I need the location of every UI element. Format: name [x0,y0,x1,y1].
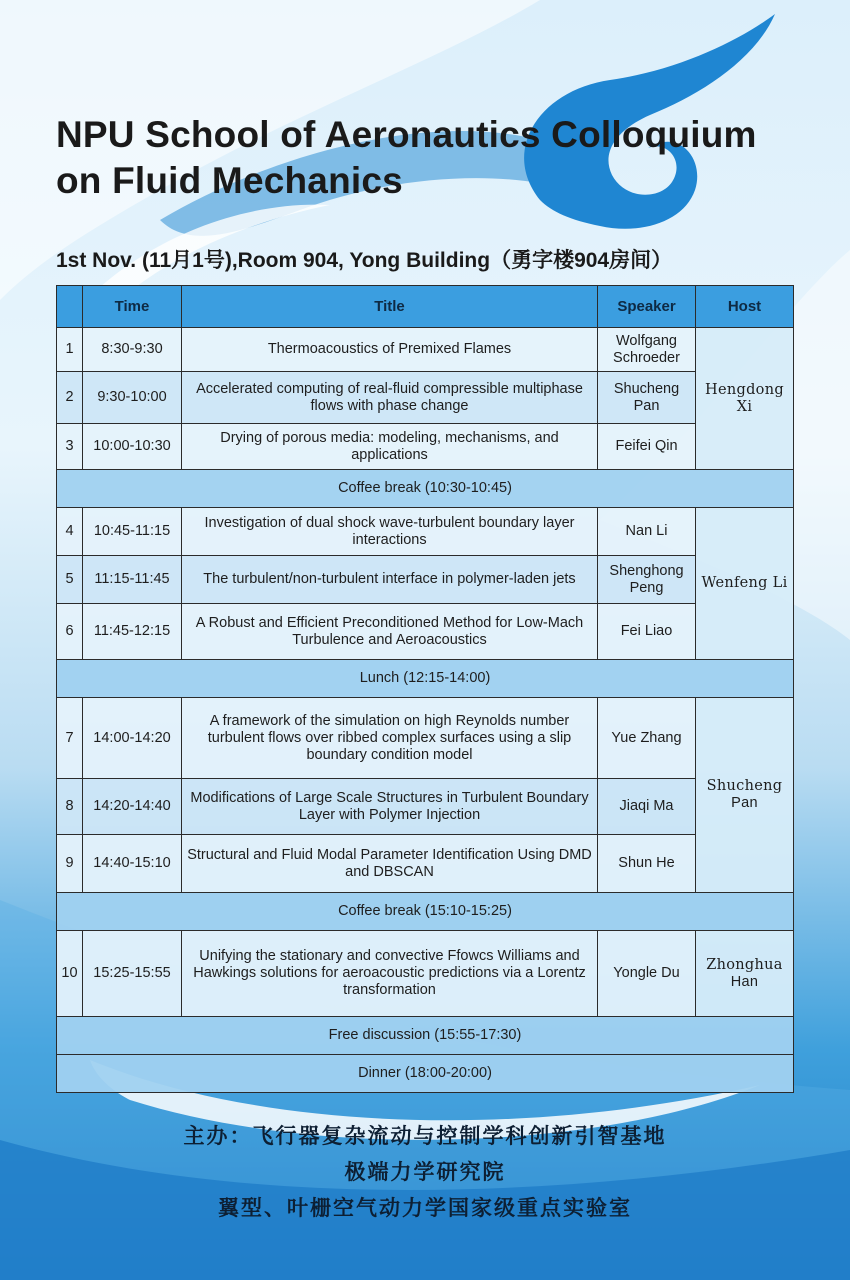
talk-title: Thermoacoustics of Premixed Flames [182,328,598,372]
poster-title [56,112,757,204]
talk-title: Unifying the stationary and convective Ffowcs Williams and Hawkings solutions for aeroacoustic predictions via a Lorentz transformation [182,931,598,1017]
session-host: Hengdong Xi [696,328,794,470]
talk-speaker: Nan Li [598,508,696,556]
title-line-2: on Fluid Mechanics [56,160,403,201]
talk-row [57,372,794,424]
talk-time: 10:45-11:15 [83,508,182,556]
title-line-1: NPU School of Aeronautics Colloquium [56,114,757,155]
break-label: Free discussion (15:55-17:30) [57,1017,794,1055]
host-last-name: Pan [731,795,758,811]
header-host: Host [696,286,794,328]
talk-row [57,835,794,893]
talk-row [57,698,794,779]
break-label: Lunch (12:15-14:00) [57,660,794,698]
break-row [57,893,794,931]
talk-index: 8 [57,779,83,835]
organizer-line-1: 主办：飞行器复杂流动与控制学科创新引智基地 [183,1124,667,1148]
break-row [57,1055,794,1093]
talk-row [57,604,794,660]
talk-index: 7 [57,698,83,779]
talk-index: 5 [57,556,83,604]
event-date-location: 1st Nov. (11月1号),Room 904, Yong Building（勇字楼904房间） [56,249,673,272]
break-row [57,470,794,508]
talk-time: 11:15-11:45 [83,556,182,604]
session-host: Wenfeng Li [696,508,794,660]
talk-title: Investigation of dual shock wave-turbulent boundary layer interactions [182,508,598,556]
talk-speaker: Wolfgang Schroeder [598,328,696,372]
talk-title: A framework of the simulation on high Reynolds number turbulent flows over ribbed complex surfaces using a slip boundary condition model [182,698,598,779]
organizer-line-2: 极端力学研究院 [344,1160,506,1184]
talk-index: 3 [57,424,83,470]
organizers-footer [0,1118,850,1226]
header-speaker: Speaker [598,286,696,328]
break-row [57,660,794,698]
talk-speaker: Yue Zhang [598,698,696,779]
talk-index: 6 [57,604,83,660]
talk-time: 14:00-14:20 [83,698,182,779]
talk-speaker: Jiaqi Ma [598,779,696,835]
header-time: Time [83,286,182,328]
host-first-name: Zhonghua [706,956,783,973]
session-host [696,931,794,1017]
break-label: Coffee break (15:10-15:25) [57,893,794,931]
talk-row [57,556,794,604]
talk-index: 2 [57,372,83,424]
talk-speaker: Shucheng Pan [598,372,696,424]
talk-index: 9 [57,835,83,893]
talk-time: 9:30-10:00 [83,372,182,424]
schedule-table [56,285,794,1093]
talk-speaker: Yongle Du [598,931,696,1017]
talk-title: Structural and Fluid Modal Parameter Identification Using DMD and DBSCAN [182,835,598,893]
talk-speaker: Fei Liao [598,604,696,660]
talk-time: 11:45-12:15 [83,604,182,660]
talk-title: The turbulent/non-turbulent interface in polymer-laden jets [182,556,598,604]
session-host [696,698,794,893]
talk-index: 4 [57,508,83,556]
talk-row [57,328,794,372]
talk-row [57,779,794,835]
break-label: Coffee break (10:30-10:45) [57,470,794,508]
talk-row [57,508,794,556]
talk-speaker: Shenghong Peng [598,556,696,604]
talk-time: 15:25-15:55 [83,931,182,1017]
talk-title: Accelerated computing of real-fluid compressible multiphase flows with phase change [182,372,598,424]
header-index [57,286,83,328]
talk-title: A Robust and Efficient Preconditioned Method for Low-Mach Turbulence and Aeroacoustics [182,604,598,660]
break-row [57,1017,794,1055]
talk-title: Modifications of Large Scale Structures in Turbulent Boundary Layer with Polymer Injection [182,779,598,835]
break-label: Dinner (18:00-20:00) [57,1055,794,1093]
host-first-name: Shucheng [706,778,783,794]
talk-index: 1 [57,328,83,372]
talk-time: 14:40-15:10 [83,835,182,893]
host-last-name: Han [730,973,759,990]
talk-speaker: Shun He [598,835,696,893]
talk-time: 14:20-14:40 [83,779,182,835]
talk-title: Drying of porous media: modeling, mechanisms, and applications [182,424,598,470]
talk-row [57,931,794,1017]
table-header-row [57,286,794,328]
talk-time: 10:00-10:30 [83,424,182,470]
talk-index: 10 [57,931,83,1017]
talk-speaker: Feifei Qin [598,424,696,470]
organizer-line-3: 翼型、叶栅空气动力学国家级重点实验室 [218,1196,632,1220]
talk-time: 8:30-9:30 [83,328,182,372]
header-title: Title [182,286,598,328]
talk-row [57,424,794,470]
